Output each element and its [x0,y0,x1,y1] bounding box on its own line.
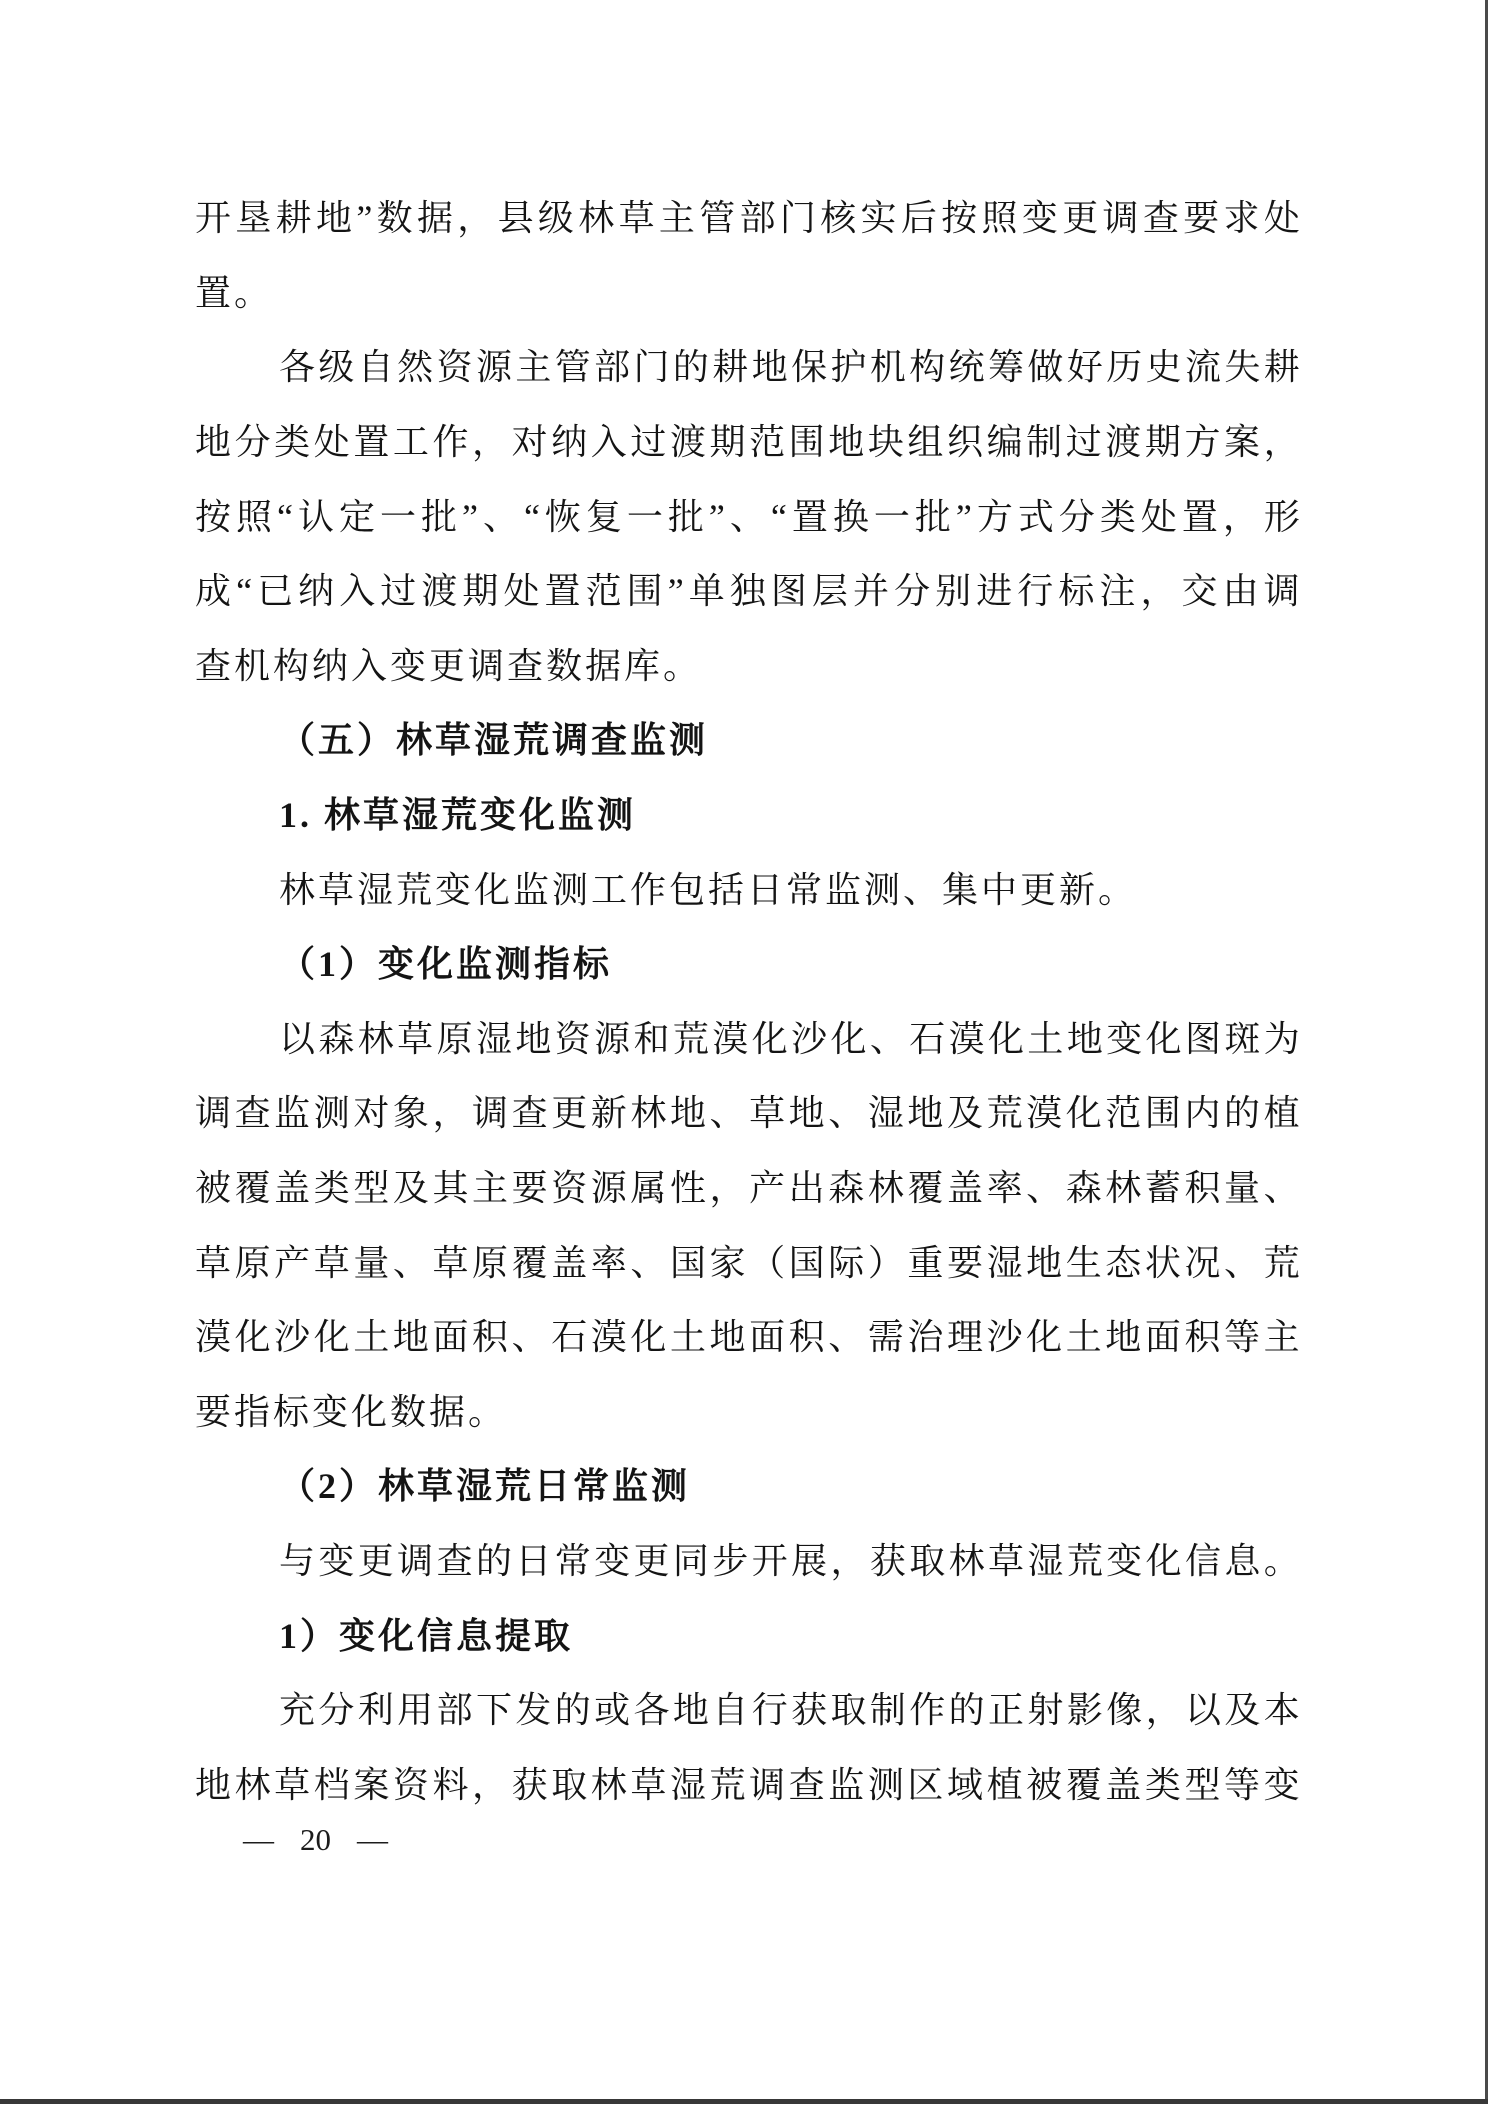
body-line-text: 查机构纳入变更调查数据库。 [195,645,703,686]
section-heading-text: （2）林草湿荒日常监测 [279,1466,691,1507]
section-heading [195,1449,1300,1524]
section-heading [195,927,1300,1002]
footer-dash-left: — [243,1822,274,1857]
text-block [195,181,1300,1822]
section-heading [195,703,1300,778]
body-line: 各 级 自 然 资 源 主 管 部 门 的 耕 地 保 护 机 构 统 筹 做 好 历 史 流 失 耕 [279,347,1300,388]
body-line: 草 原 产 草 量 、 草 原 覆 盖 率 、 国 家 （ 国 际 ） 重 要 湿 地 生 态 状 况 、 荒 [195,1242,1300,1283]
body-line: 成 “ 已 纳 入 过 渡 期 处 置 范 围 ” 单 独 图 层 并 分 别 进 行 标 注 ， 交 由 调 [195,571,1300,612]
body-line: 调 查 监 测 对 象 ， 调 查 更 新 林 地 、 草 地 、 湿 地 及 荒 漠 化 范 围 内 的 植 [195,1093,1300,1134]
body-line: 漠 化 沙 化 土 地 面 积 、 石 漠 化 土 地 面 积 、 需 治 理 沙 化 土 地 面 积 等 主 [195,1317,1300,1358]
body-line: 被 覆 盖 类 型 及 其 主 要 资 源 属 性 ， 产 出 森 林 覆 盖 率 、 森 林 蓄 积 量 、 [195,1168,1300,1209]
body-line [195,629,1300,704]
section-heading-text: 1）变化信息提取 [279,1615,574,1656]
body-line: 按 照 “ 认 定 一 批 ” 、 “ 恢 复 一 批 ” 、 “ 置 换 一 批 ” 方 式 分 类 处 置 ， 形 [195,496,1300,537]
body-line [195,256,1300,331]
body-line [195,852,1300,927]
body-line: 与 变 更 调 查 的 日 常 变 更 同 步 开 展 ， 获 取 林 草 湿 荒 变 化 信 息 。 [279,1540,1300,1581]
page-number: 20 [300,1822,331,1857]
section-heading-text: （五）林草湿荒调查监测 [279,720,709,761]
scan-edge-bottom [0,2099,1488,2104]
footer-dash-right: — [357,1822,388,1857]
section-heading-text: （1）变化监测指标 [279,944,613,985]
body-line: 充 分 利 用 部 下 发 的 或 各 地 自 行 获 取 制 作 的 正 射 影 像 ， 以 及 本 [279,1690,1300,1731]
body-line: 开 垦 耕 地 ” 数 据 ， 县 级 林 草 主 管 部 门 核 实 后 按 照 变 更 调 查 要 求 处 [195,198,1300,239]
section-heading [195,1598,1300,1673]
section-heading-text: 1. 林草湿荒变化监测 [279,795,637,836]
body-line: 地 分 类 处 置 工 作 ， 对 纳 入 过 渡 期 范 围 地 块 组 织 编 制 过 渡 期 方 案 ， [195,422,1300,463]
body-line-text: 要指标变化数据。 [195,1391,508,1432]
body-line: 以 森 林 草 原 湿 地 资 源 和 荒 漠 化 沙 化 、 石 漠 化 土 地 变 化 图 斑 为 [279,1018,1300,1059]
body-line-text: 林草湿荒变化监测工作包括日常监测、集中更新。 [279,869,1138,910]
body-line: 地 林 草 档 案 资 料 ， 获 取 林 草 湿 荒 调 查 监 测 区 域 植 被 覆 盖 类 型 等 变 [195,1764,1300,1805]
body-line [195,1375,1300,1450]
section-heading [195,778,1300,853]
page-footer [243,1822,388,1858]
body-line-text: 置。 [195,272,274,313]
